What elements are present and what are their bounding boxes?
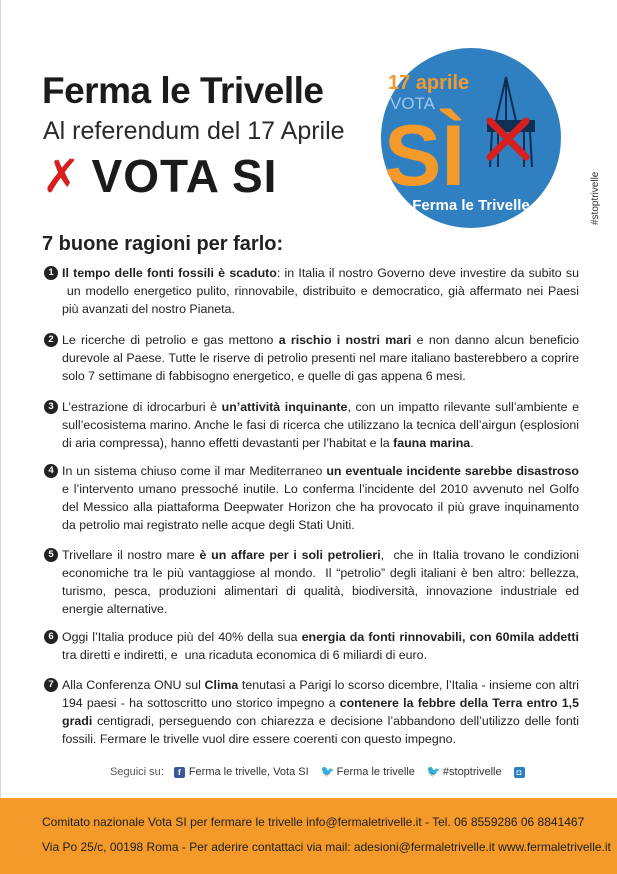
badge-si: SÌ: [384, 108, 466, 204]
reason-number: 2: [44, 333, 58, 347]
reason-item: [44, 398, 579, 452]
page-subtitle: Al referendum del 17 Aprile: [43, 117, 345, 145]
twitter-link[interactable]: Ferma le trivelle: [336, 766, 415, 778]
social-links: [110, 766, 525, 778]
reason-text: Trivellare il nostro mare è un affare per i soli petrolieri, che in Italia trovano le condizioni economiche tra le più vantaggiose al mondo. Il “petrolio” degli italiani è ben altro: bellezza, turismo, pesca, produzioni alimentari di qualità, biodiversità, innovazione industriale ed energie alternative.: [62, 548, 579, 616]
instagram-icon[interactable]: ◘: [514, 767, 525, 778]
reason-text: Il tempo delle fonti fossili è scaduto: in Italia il nostro Governo deve investire da subito su un modello energetico pulito, rinnovabile, distribuito e democratico, già affermato nei Paesi più avanzati del nostro Pianeta.: [62, 266, 579, 316]
vote-text: VOTA SI: [91, 150, 278, 202]
twitter-icon[interactable]: 🐦: [320, 765, 335, 778]
reason-number: 3: [44, 400, 58, 414]
reason-item: [44, 628, 579, 664]
reason-text: Oggi l’Italia produce più del 40% della sua energia da fonti rinnovabili, con 60mila addetti tra diretti e indiretti, e una ricaduta economica di 6 miliardi di euro.: [62, 630, 579, 662]
campaign-badge-logo: [378, 35, 564, 241]
footer-contact: Comitato nazionale Vota SI per fermare le trivelle info@fermaletrivelle.it - Tel. 06 8559286 06 8841467: [42, 815, 585, 829]
reason-text: Alla Conferenza ONU sul Clima tenutasi a Parigi lo scorso dicembre, l’Italia - insieme con altri 194 paesi - ha sottoscritto uno storico impegno a contenere la febbre della Terra entro 1,5 gradi centigradi, perseguendo con chiarezza e decisione l’abbandono dell’utilizzo delle fonti fossili. Fermare le trivelle vuol dire essere coerenti con questo impegno.: [62, 678, 579, 746]
hashtag-link[interactable]: #stoptrivelle: [442, 766, 502, 778]
reason-text: Le ricerche di petrolio e gas mettono a rischio i nostri mari e non danno alcun beneficio durevole al Paese. Tutte le riserve di petrolio presenti nel mare italiano basterebbero a coprire solo 7 settimane di fabbisogno energetico, e quelle di gas appena 6 mesi.: [62, 333, 580, 383]
reason-item: [44, 462, 579, 534]
badge-vota: VOTA: [390, 94, 436, 113]
social-label: Seguici su:: [110, 766, 164, 778]
footer-bar: [0, 798, 617, 874]
facebook-icon[interactable]: f: [174, 767, 185, 778]
twitter-hashtag-icon[interactable]: 🐦: [426, 765, 441, 778]
badge-bottom-text: Ferma le Trivelle: [412, 197, 530, 214]
page-title: Ferma le Trivelle: [42, 70, 324, 111]
reasons-title: 7 buone ragioni per farlo:: [42, 233, 284, 255]
reason-text: L’estrazione di idrocarburi è un’attività inquinante, con un impatto rilevante sull’ambiente e sull’ecosistema marino. Anche le fasi di ricerca che utilizzano la tecnica dell’airgun (esplosioni di aria compressa), hanno effetti devastanti per l’habitat e la fauna marina.: [62, 400, 579, 450]
facebook-link[interactable]: Ferma le trivelle, Vota SI: [188, 766, 309, 778]
reason-number: 7: [44, 678, 58, 692]
reason-number: 5: [44, 548, 58, 562]
page-edge: [0, 0, 1, 874]
badge-date: 17 aprile: [388, 72, 470, 94]
vote-x-icon: ✗: [42, 150, 82, 202]
reason-number: 4: [44, 464, 58, 478]
reason-item: [44, 546, 579, 618]
side-hashtag: #stoptrivelle: [590, 171, 601, 225]
reason-number: 1: [44, 266, 58, 280]
footer-address: Via Po 25/c, 00198 Roma - Per aderire contattaci via mail: adesioni@fermaletrivelle.it www.fermaletrivelle.it: [42, 840, 611, 854]
vote-heading: [42, 149, 277, 203]
reason-item: [44, 331, 579, 385]
reason-item: [44, 676, 579, 748]
reason-number: 6: [44, 630, 58, 644]
reason-item: [44, 264, 579, 318]
reason-text: In un sistema chiuso come il mar Mediterraneo un eventuale incidente sarebbe disastroso e l’intervento umano pressoché inutile. Lo conferma l’incidente del 2010 avvenuto nel Golfo del Messico alla piattaforma Deepwater Horizon che ha provocato il più grave inquinamento da petrolio mai registrato nelle acque degli Stati Uniti.: [62, 464, 579, 532]
